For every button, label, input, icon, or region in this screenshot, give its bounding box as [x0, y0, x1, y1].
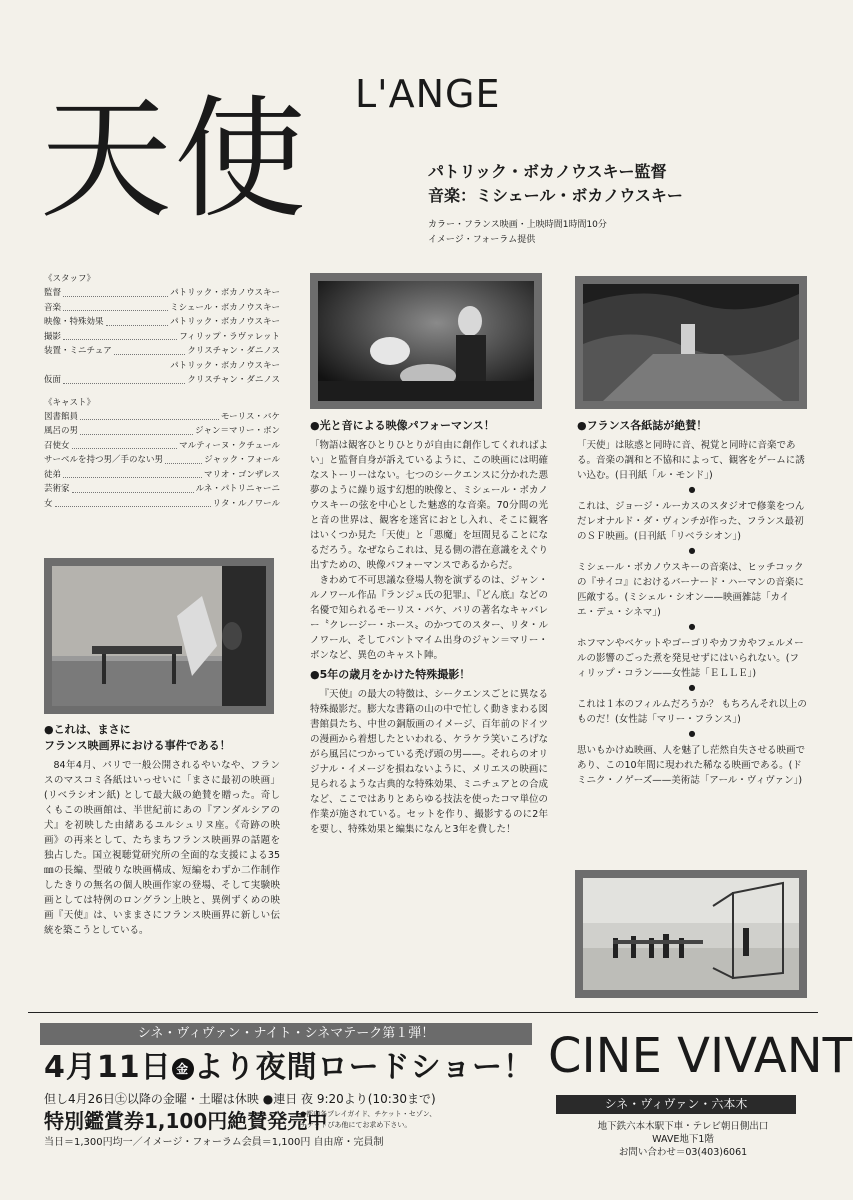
- staff-row: [44, 315, 280, 330]
- cast-role: 図書館員: [44, 411, 79, 422]
- director-line: パトリック・ボカノウスキー監督: [428, 162, 667, 181]
- music-line: 音楽：ミシェール・ボカノウスキー: [428, 186, 683, 205]
- staff-role: 音楽: [44, 302, 62, 313]
- advance-ticket-sale: 特別鑑賞券1,100円絶賛発売中: [44, 1109, 328, 1133]
- staff-name: パトリック・ボカノウスキー: [170, 360, 280, 371]
- cast-name: マリオ・ゴンザレス: [204, 469, 280, 480]
- bullet-divider: ●: [688, 729, 696, 738]
- col1-article: [44, 722, 280, 938]
- col1-body: 84年4月、パリで一般公開されるやいなや、フランスのマスコミ各紙はいっせいに「まさに最初の映画」(リベラシオン紙) として最大級の絶賛を贈った。奇しくもこの映画館は、半世紀前にあの『アンダルシアの犬』を初映した由緒あるユルシュリヌ座。《奇跡の映画》の再来として、たちまちフランス映画界の話題を独占した。国立視聴覚研究所の全面的な支援による35㎜の長編、型破りな映画構成、短編をわずか二作制作したきりの無名の個人映画作家の登場、そして実験映画としては特例のロングラン上映と、異例ずくめの映画『天使』は、いままさにフランス映画界に新しい伝統を築こうとしている。: [44, 760, 280, 936]
- cast-row: [44, 410, 280, 425]
- cast-row: [44, 439, 280, 454]
- cast-header: 《キャスト》: [44, 397, 96, 408]
- col2-body1-para2: きわめて不可思議な登場人物を演ずるのは、ジャン・ルノワール作品『ランジュ氏の犯罪』、『どん底』などの名優で知られるモーリス・バケ、パリの著名なキャバレー〝クレージー・ホース〟のかつてのスター、リタ・ルノワール、そしてパントマイム出身のジャン＝マリー・ボンなど、異色のキャスト陣。: [310, 575, 548, 661]
- staff-role: 装置・ミニチュア: [44, 346, 112, 356]
- cast-role: サーベルを持つ男／手のない男: [44, 455, 164, 465]
- cage-photo-image: [583, 878, 799, 990]
- cast-name: モーリス・バケ: [221, 411, 280, 422]
- ticket-prices: 当日＝1,300円均一／イメージ・フォーラム会員＝1,100円 自由席・完員制: [44, 1137, 384, 1148]
- review-quote: 「天使」は眩惑と同時に音、視覚と同時に音楽である。音楽の調和と不協和によって、観客をゲームに誘い込む。(日刊紙「ル・モンド」): [577, 440, 805, 481]
- access-line1: 地下鉄六本木駅下車・テレビ朝日側出口: [597, 1121, 769, 1132]
- cast-row: [44, 468, 280, 483]
- cast-role: 風呂の男: [44, 426, 79, 436]
- staff-row: [44, 359, 280, 374]
- bullet-divider: ●: [688, 485, 696, 494]
- theater-subtitle: シネ・ヴィヴァン・六本木: [556, 1095, 796, 1114]
- col1-heading-line1: ●これは、まさに: [44, 723, 131, 736]
- cast-row: [44, 424, 280, 439]
- bullet-divider: ●: [688, 622, 696, 631]
- premiere-date: 4月11日: [44, 1050, 172, 1085]
- premiere-line: [44, 1048, 534, 1088]
- access-line2: WAVE地下1階: [652, 1134, 714, 1145]
- cast-role: 女: [44, 498, 53, 509]
- col1-heading-line2: フランス映画界における事件である！: [44, 739, 231, 752]
- col2-body2: 『天使』の最大の特徴は、シークエンスごとに異なる特殊撮影だ。膨大な書籍の山の中で忙しく動きまわる図書館員たち、中世の銅版画のイメージ、百年前のドイツの漫画から着想したといわれる、ケラケラ笑いころげながら風呂につかっている禿げ頭の男——。それらのオリジナル・イメージを損ねないように、メリエスの映画に見られるような古典的な特殊効果、ミニチュアとの合成など、ここではありとあらゆる技法を使ったコマ単位の作業が施されている。セットを作り、撮影するのに2年を要し、特殊効果と編集になんと3年を費した！: [310, 689, 548, 835]
- staff-row: [44, 373, 280, 388]
- cast-row: [44, 497, 280, 512]
- cast-role: 召使女: [44, 440, 70, 451]
- bench-photo-image: [52, 566, 266, 706]
- cast-name: ジャック・フォール: [204, 455, 280, 465]
- staff-name: クリスチャン・ダニノス: [187, 346, 280, 356]
- series-banner: シネ・ヴィヴァン・ナイト・シネマテーク第１弾！: [40, 1023, 532, 1045]
- info-line-format: カラー・フランス映画・上映時間1時間10分: [428, 220, 607, 230]
- review-quote: ミシェール・ボカノウスキーの音楽は、ヒッチコックの『サイコ』におけるバーナード・ハーマンの音楽に匹敵する。(ミシェル・シオン——映画雑誌「カイエ・デュ・シネマ」): [577, 562, 804, 618]
- staff-row: [44, 286, 280, 301]
- col3-heading: ●フランス各紙誌が絶賛！: [577, 419, 708, 432]
- staff-role: 監督: [44, 288, 62, 298]
- access-phone: お問い合わせ＝03(403)6061: [618, 1147, 748, 1158]
- premiere-rest: より夜間ロードショー！: [193, 1050, 535, 1085]
- still-cage-figure: [575, 870, 807, 998]
- info-line-presenter: イメージ・フォーラム提供: [428, 235, 536, 245]
- staff-role: 映像・特殊効果: [44, 317, 104, 327]
- cast-name: リタ・ルノワール: [212, 498, 280, 509]
- staff-row: [44, 330, 280, 345]
- sale-note: [300, 1109, 436, 1131]
- still-stacks-figure: [575, 276, 807, 409]
- cast-name: ルネ・パトリニャーニ: [195, 484, 280, 494]
- weekday-badge: 金: [172, 1058, 194, 1080]
- review-quote: 思いもかけぬ映画、人を魅了し茫然自失させる映画であり、この10年間に現われた稀なる映画である。(ドミニク・ノゲーズ——美術誌「アール・ヴィヴァン」): [577, 745, 806, 786]
- title-japanese: 天使: [40, 83, 308, 237]
- review-quote: これは、ジョージ・ルーカスのスタジオで修業をつんだレオナルド・ダ・ヴィンチが作った、フランス最初のＳＦ映画。(日刊紙「リベラシオン」): [577, 501, 805, 542]
- credits-block: [44, 272, 280, 511]
- still-bench-figure: [44, 558, 274, 714]
- film-info: [428, 218, 607, 248]
- review-quote: ホフマンやベケットやゴーゴリやカフカやフェルメールの影響のごった煮を発見せずにはいられない。(フィリップ・コラン——女性誌「ＥＬＬＥ」): [577, 638, 804, 679]
- staff-row: [44, 344, 280, 359]
- cast-row: [44, 453, 280, 468]
- theater-logo: CINE VIVANT: [548, 1028, 852, 1084]
- staff-role: 撮影: [44, 331, 62, 342]
- cast-name: マルティーヌ・クチュール: [179, 440, 280, 451]
- stacks-photo-image: [583, 284, 799, 401]
- cast-name: ジャン＝マリー・ボン: [195, 426, 280, 436]
- col3-reviews: [577, 418, 807, 788]
- bullet-divider: ●: [688, 546, 696, 555]
- bullet-divider: ●: [688, 683, 696, 692]
- cast-role: 徒弟: [44, 469, 62, 480]
- schedule-line: 但し4月26日㊏以降の金曜・土曜は休映 ●連日 夜 9:20より(10:30まで): [44, 1092, 436, 1106]
- col2-article: [310, 418, 548, 837]
- col2-body1-para1: 「物語は観客ひとりひとりが自由に創作してくれればよい」と監督自身が訴えているように、この映画には明確なストーリーはない。七つのシークエンスに分かれた悪夢のように繰り返す幻想的映像と、ミシェール・ボカノウスキーの弦を中心とした魅惑的な音楽。70分間の光と音の世界は、観客を迷宮におとし入れ、そこに観客はいくつか見た「天使」と「悪魔」を垣間見ることになるだろう。なぜならこれは、見る側の潜在意識をえぐり出すための、映像パフォーマンスであるからだ。: [310, 440, 548, 571]
- sale-note-line1: ●都内各プレイガイド、チケット・セゾン、: [300, 1110, 437, 1118]
- footer-divider: [28, 1012, 818, 1013]
- staff-name: パトリック・ボカノウスキー: [170, 317, 280, 327]
- col2-heading2: ●5年の歳月をかけた特殊撮影！: [310, 668, 471, 681]
- still-library-figure: [310, 273, 542, 409]
- staff-role: 仮面: [44, 375, 62, 385]
- cast-role: 芸術家: [44, 484, 70, 494]
- staff-row: [44, 301, 280, 316]
- title-latin: L'ANGE: [355, 72, 501, 116]
- staff-header: 《スタッフ》: [44, 274, 96, 284]
- director-credit: [428, 160, 683, 208]
- col2-heading1: ●光と音による映像パフォーマンス！: [310, 419, 495, 432]
- staff-name: ミシェール・ボカノウスキー: [170, 302, 280, 313]
- library-photo-image: [318, 281, 534, 401]
- review-quote: これは１本のフィルムだろうか？ もちろんそれ以上のものだ！(女性誌「マリー・フランス」): [577, 699, 807, 725]
- sale-note-line2: チケットぴあ他にてお求め下さい。: [300, 1121, 412, 1129]
- staff-name: パトリック・ボカノウスキー: [170, 288, 280, 298]
- staff-name: クリスチャン・ダニノス: [187, 375, 280, 385]
- cast-row: [44, 482, 280, 497]
- theater-access: [548, 1120, 818, 1159]
- staff-name: フィリップ・ラヴァレット: [179, 331, 280, 342]
